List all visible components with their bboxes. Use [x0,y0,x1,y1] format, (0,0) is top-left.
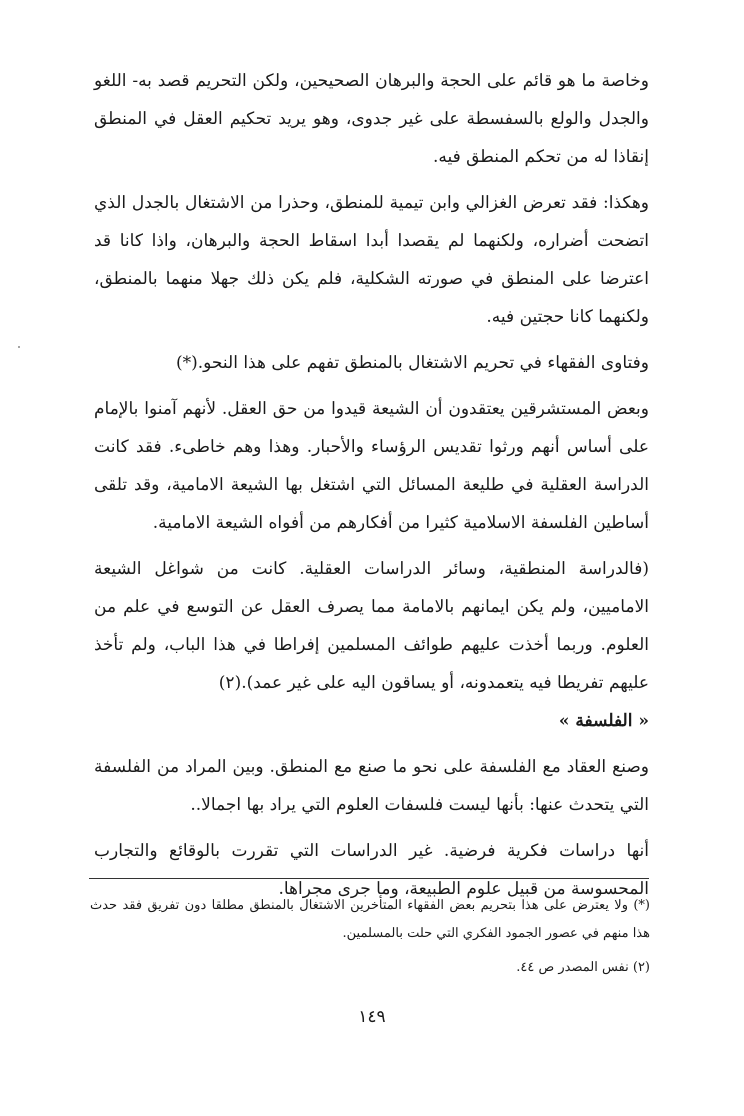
paragraph-5: (فالدراسة المنطقية، وسائر الدراسات العقلية. كانت من شواغل الشيعة الاماميين، ولم يكن ايمانهم بالامامة مما يصرف العقل عن التوسع في علم من العلوم. وربما أخذت عليهم طوائف المسلمين إفراطا في هذا الباب، ولم تأخذ عليهم تفريطا فيه يتعمدونه، أو يساقون اليه على غير عمد).(٢) [94,559,649,693]
footnote-1: (*) ولا يعترض على هذا بتحريم بعض الفقهاء المتأخرين الاشتغال بالمنطق مطلقا دون تفريق فقد حدث هذا منهم في عصور الجمود الفكري التي حلت بالمسلمين. [90,898,650,941]
paragraph-7: أنها دراسات فكرية فرضية. غير الدراسات التي تقررت بالوقائع والتجارب المحسوسة من قبيل علوم الطبيعة، وما جرى مجراها. [94,841,649,899]
page-number: ١٤٩ [358,1007,386,1027]
scan-speck [18,346,20,348]
footnotes [90,892,650,982]
footnote-separator [89,878,649,879]
paragraph-6: وصنع العقاد مع الفلسفة على نحو ما صنع مع المنطق. وبين المراد من الفلسفة التي يتحدث عنها: بأنها ليست فلسفات العلوم التي يراد بها اجمالا.. [94,757,649,815]
section-heading: « الفلسفة » [558,711,649,731]
paragraph-3: وفتاوى الفقهاء في تحريم الاشتغال بالمنطق تفهم على هذا النحو.(*) [175,353,649,373]
paragraph-4: وبعض المستشرقين يعتقدون أن الشيعة قيدوا من حق العقل. لأنهم آمنوا بالإمام على أساس أنهم ورثوا تقديس الرؤساء والأحبار. وهذا وهم خاطىء. فقد كانت الدراسة العقلية في طليعة المسائل التي اشتغل بها الشيعة الامامية، وقد تلقى أساطين الفلسفة الاسلامية كثيرا من أفكارهم من أفواه الشيعة الامامية. [94,399,649,533]
footnote-2: (٢) نفس المصدر ص ٤٤. [516,960,650,975]
paragraph-1: وخاصة ما هو قائم على الحجة والبرهان الصحيحين، ولكن التحريم قصد به- اللغو والجدل والولع بالسفسطة على غير جدوى، وهو يريد تحكيم العقل في المنطق إنقاذا له من تحكم المنطق فيه. [94,71,649,167]
paragraph-2: وهكذا: فقد تعرض الغزالي وابن تيمية للمنطق، وحذرا من الاشتغال بالجدل الذي اتضحت أضراره، ولكنهما لم يقصدا أبدا اسقاط الحجة والبرهان، واذا كانا قد اعترضا على المنطق في صورته الشكلية، فلم يكن ذلك جهلا منهما بالمنطق، ولكنهما كانا حجتين فيه. [94,193,649,327]
page-body [94,62,649,908]
